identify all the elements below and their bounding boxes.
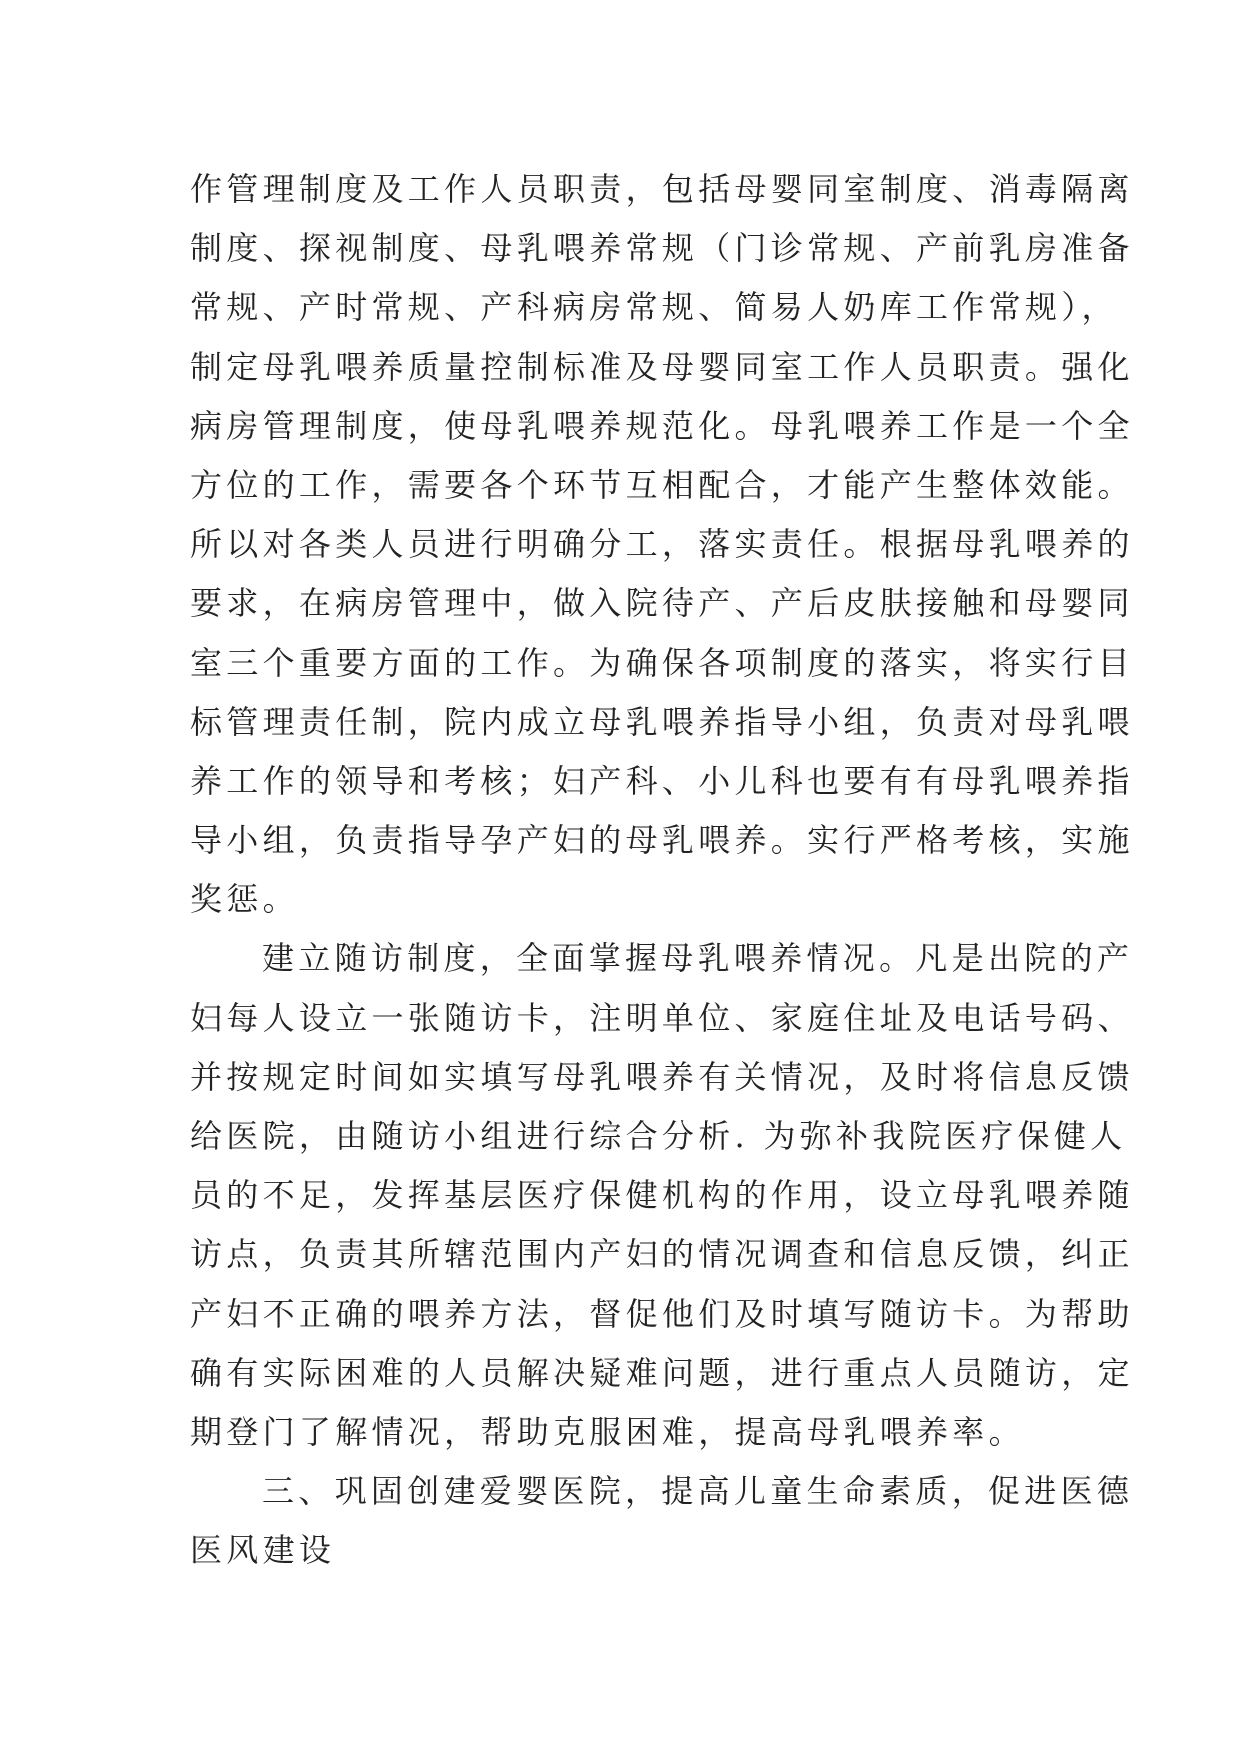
text-line: 标管理责任制，院内成立母乳喂养指导小组，负责对母乳喂 <box>190 702 1134 741</box>
text-line: 导小组，负责指导孕产妇的母乳喂养。实行严格考核，实施 <box>190 821 1134 860</box>
text-line: 员的不足，发挥基层医疗保健机构的作用，设立母乳喂养随 <box>190 1176 1134 1215</box>
text-line: 室三个重要方面的工作。为确保各项制度的落实，将实行目 <box>190 643 1134 682</box>
text-line: 常规、产时常规、产科病房常规、简易人奶库工作常规）， <box>190 288 1118 327</box>
text-line: 养工作的领导和考核；妇产科、小儿科也要有有母乳喂养指 <box>190 761 1134 800</box>
text-line: 所以对各类人员进行明确分工，落实责任。根据母乳喂养的 <box>190 525 1134 564</box>
text-line: 三、巩固创建爱婴医院，提高儿童生命素质，促进医德 <box>262 1472 1134 1511</box>
text-line: 奖惩。 <box>190 880 299 919</box>
text-line: 访点，负责其所辖范围内产妇的情况调查和信息反馈，纠正 <box>190 1235 1134 1274</box>
paragraph-management-rules <box>190 160 1134 929</box>
text-line: 给医院，由随访小组进行综合分析. 为弥补我院医疗保健人 <box>190 1117 1127 1155</box>
text-line: 方位的工作，需要各个环节互相配合，才能产生整体效能。 <box>190 465 1134 504</box>
text-line: 作管理制度及工作人员职责，包括母婴同室制度、消毒隔离 <box>190 170 1134 208</box>
text-line: 并按规定时间如实填写母乳喂养有关情况，及时将信息反馈 <box>190 1057 1134 1096</box>
text-line: 建立随访制度，全面掌握母乳喂养情况。凡是出院的产 <box>262 939 1134 978</box>
document-body <box>190 160 1134 1581</box>
text-line: 制定母乳喂养质量控制标准及母婴同室工作人员职责。强化 <box>190 347 1134 386</box>
text-line: 产妇不正确的喂养方法，督促他们及时填写随访卡。为帮助 <box>190 1294 1134 1333</box>
text-line: 确有实际困难的人员解决疑难问题，进行重点人员随访，定 <box>190 1353 1134 1392</box>
section-heading-three <box>190 1462 1134 1580</box>
text-line: 医风建设 <box>190 1531 336 1570</box>
text-line: 要求，在病房管理中，做入院待产、产后皮肤接触和母婴同 <box>190 584 1134 623</box>
paragraph-follow-up-system <box>190 929 1134 1462</box>
text-line: 妇每人设立一张随访卡，注明单位、家庭住址及电话号码、 <box>190 998 1134 1037</box>
text-line: 制度、探视制度、母乳喂养常规（门诊常规、产前乳房准备 <box>190 229 1134 268</box>
text-line: 期登门了解情况，帮助克服困难，提高母乳喂养率。 <box>190 1412 1025 1451</box>
text-line: 病房管理制度，使母乳喂养规范化。母乳喂养工作是一个全 <box>190 406 1134 445</box>
